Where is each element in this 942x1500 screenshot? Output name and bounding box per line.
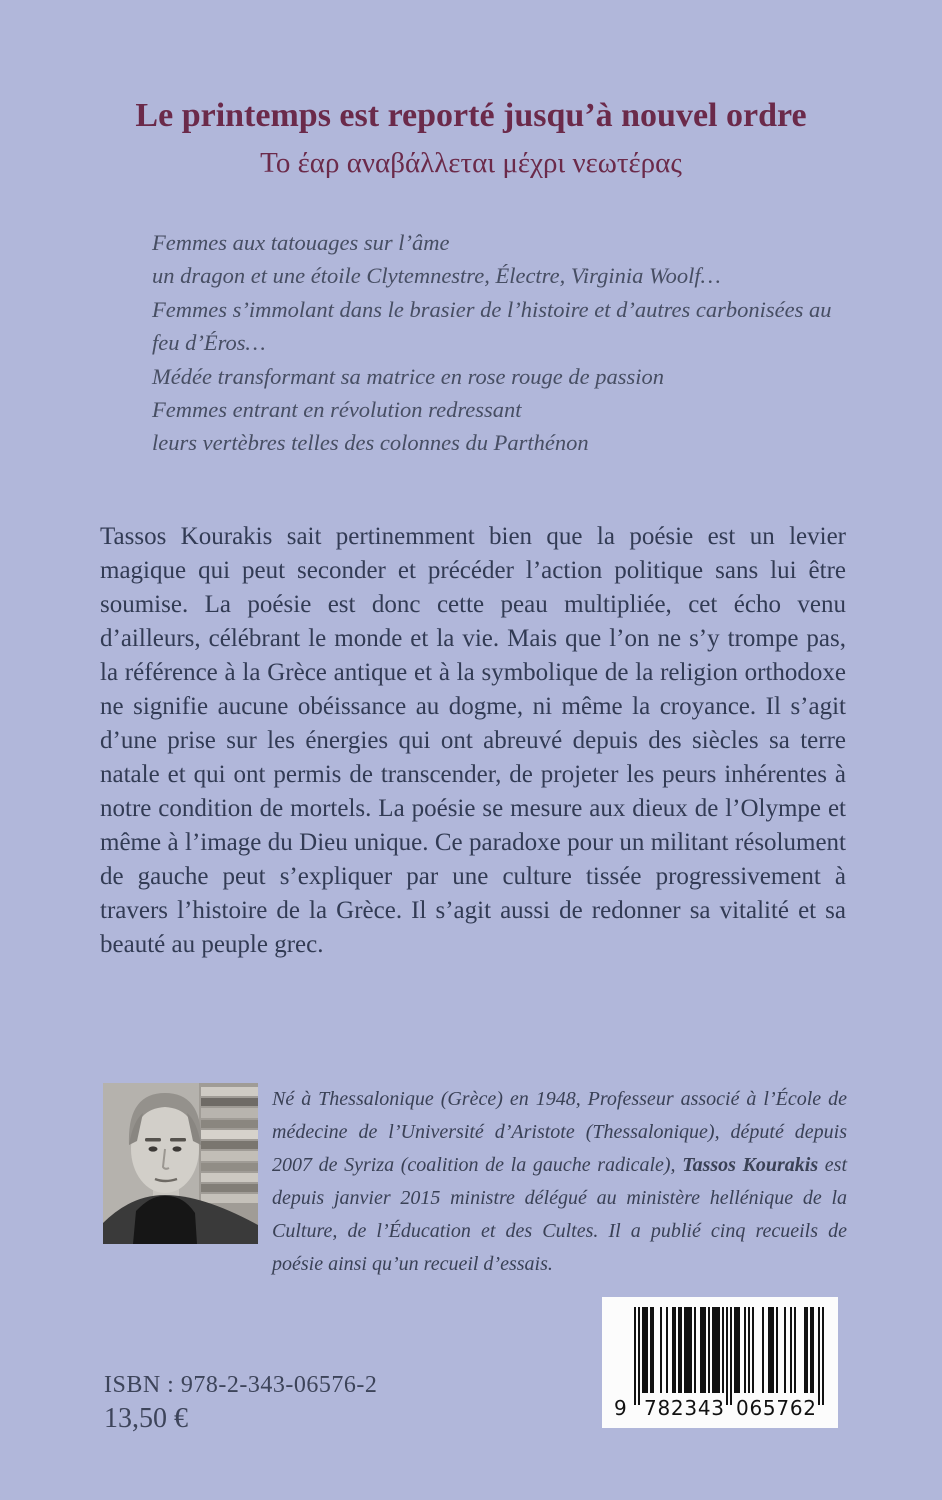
bio-text-after: est depuis janvier 2015 ministre délégué au ministère hellénique de la Culture, de l’Éducation et des Cultes. Il a publié cinq recueils de poésie ainsi qu’un recueil d’essais. bbox=[272, 1154, 848, 1275]
svg-text:065762: 065762 bbox=[736, 1396, 816, 1420]
author-name: Tassos Kourakis bbox=[682, 1154, 819, 1176]
poem-excerpt bbox=[152, 226, 897, 460]
svg-text:9: 9 bbox=[614, 1396, 627, 1420]
poem-line: un dragon et une étoile Clytemnestre, Électre, Virginia Woolf… bbox=[152, 263, 721, 289]
bio-text-before: Né à Thessalonique (Grèce) en 1948, Professeur associé à l’École de médecine de l’Université d’Aristote (Thessalonique), député depuis 2007 de Syriza (coalition de la gauche radicale), bbox=[272, 1088, 847, 1176]
poem-line: Femmes s’immolant dans le brasier de l’histoire et d’autres carbonisées au bbox=[152, 296, 832, 322]
synopsis-text: Tassos Kourakis sait pertinemment bien que la poésie est un levier magique qui peut seconder et précéder l’action politique sans lui être soumise. La poésie est donc cette peau multipliée, cet écho venu d’ailleurs, célébrant le monde et la vie. Mais que l’on ne s’y trompe pas, la référence à la Grèce antique et à la symbolique de la religion orthodoxe ne signifie aucune obéissance au dogme, ni même la croyance. Il s’agit d’une prise sur les énergies qui ont abreuvé depuis des siècles sa terre natale et qui ont permis de transcender, de projeter les peurs inhérentes à notre condition de mortels. La poésie se mesure aux dieux de l’Olympe et même à l’image du Dieu unique. Ce paradoxe pour un militant résolument de gauche peut s’expliquer par une culture tissée progressivement à travers l’histoire de la Grèce. Il s’agit aussi de redonner sa vitalité et sa beauté au peuple grec. bbox=[100, 523, 846, 958]
author-photo bbox=[103, 1083, 258, 1244]
book-title-greek: Το έαρ αναβάλλεται μέχρι νεωτέρας bbox=[260, 147, 682, 179]
poem-line: Médée transformant sa matrice en rose rouge de passion bbox=[152, 363, 665, 389]
barcode-bars bbox=[602, 1297, 838, 1428]
isbn-text: ISBN : 978-2-343-06576-2 bbox=[104, 1372, 378, 1398]
poem-line: Femmes aux tatouages sur l’âme bbox=[152, 230, 450, 255]
poem-line: Femmes entrant en révolution redressant bbox=[152, 397, 522, 423]
author-bio-text bbox=[272, 1083, 847, 1281]
book-title: Le printemps est reporté jusqu’à nouvel ordre bbox=[135, 97, 807, 134]
price-text: 13,50 € bbox=[104, 1403, 188, 1434]
poem-line: leurs vertèbres telles des colonnes du Parthénon bbox=[152, 430, 589, 456]
poem-line: feu d’Éros… bbox=[152, 330, 266, 356]
svg-text:782343: 782343 bbox=[644, 1396, 724, 1420]
author-bio-section bbox=[103, 1083, 847, 1281]
barcode bbox=[602, 1297, 838, 1428]
